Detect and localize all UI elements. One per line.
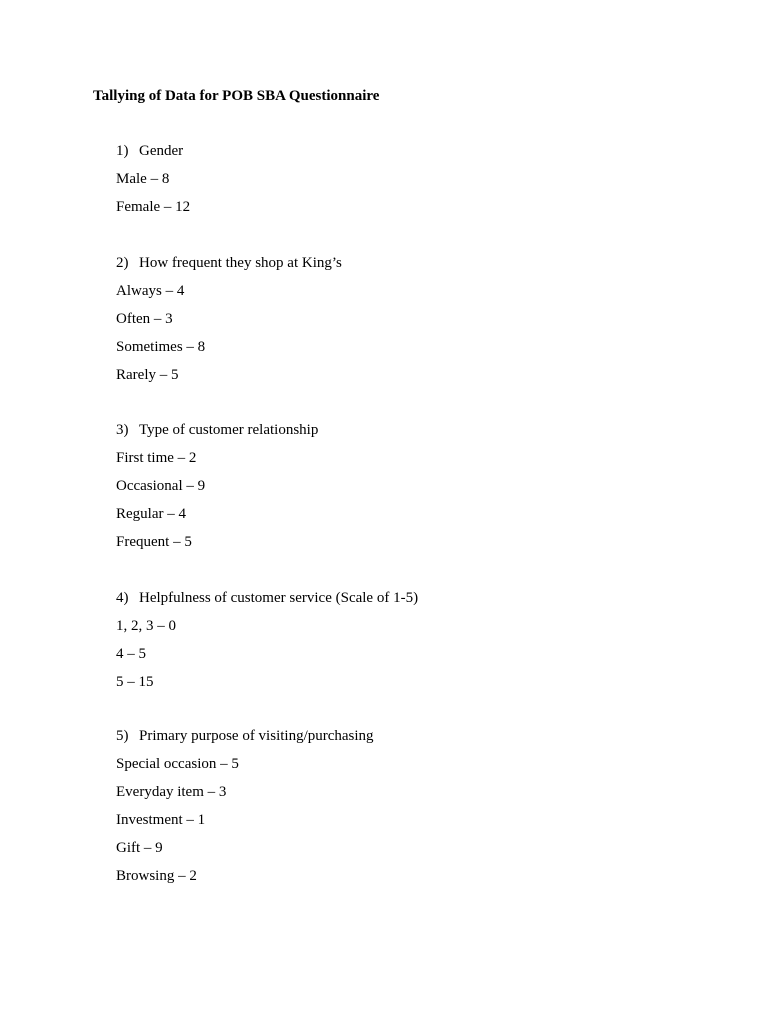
answer-line: Browsing – 2 <box>116 868 197 884</box>
document-title: Tallying of Data for POB SBA Questionnaire <box>93 88 380 104</box>
question-section-gender <box>116 141 190 217</box>
answer-line: Female – 12 <box>116 199 191 215</box>
question-section-customer-relationship <box>116 420 318 552</box>
answer-line: Everyday item – 3 <box>116 784 227 800</box>
answer-line: Special occasion – 5 <box>116 756 239 772</box>
question-heading <box>116 253 342 273</box>
answer-line: Gift – 9 <box>116 840 163 856</box>
answer-line: Frequent – 5 <box>116 534 192 550</box>
question-number: 1) <box>116 143 129 159</box>
answer-line: Male – 8 <box>116 171 170 187</box>
answer-line: Regular – 4 <box>116 506 186 522</box>
question-text: Type of customer relationship <box>139 422 319 438</box>
question-heading <box>116 726 374 746</box>
question-text: Primary purpose of visiting/purchasing <box>139 728 374 744</box>
answer-line: 5 – 15 <box>116 674 154 690</box>
answer-line: First time – 2 <box>116 450 197 466</box>
answer-line: Sometimes – 8 <box>116 339 206 355</box>
question-heading <box>116 420 318 440</box>
answer-line: Investment – 1 <box>116 812 206 828</box>
question-number: 3) <box>116 422 129 438</box>
answer-line: 1, 2, 3 – 0 <box>116 618 176 634</box>
question-section-shop-frequency <box>116 253 342 385</box>
question-section-purpose <box>116 726 374 886</box>
question-heading <box>116 141 190 161</box>
answer-line: Occasional – 9 <box>116 478 206 494</box>
answer-line: Often – 3 <box>116 311 173 327</box>
question-heading <box>116 588 418 608</box>
question-text: Gender <box>139 143 184 159</box>
question-number: 5) <box>116 728 129 744</box>
answer-line: Always – 4 <box>116 283 185 299</box>
question-number: 2) <box>116 255 129 271</box>
question-section-customer-service <box>116 588 418 692</box>
answer-line: Rarely – 5 <box>116 367 179 383</box>
question-text: How frequent they shop at King’s <box>139 255 342 271</box>
question-text: Helpfulness of customer service (Scale of 1-5) <box>139 590 419 606</box>
answer-line: 4 – 5 <box>116 646 146 662</box>
question-number: 4) <box>116 590 129 606</box>
